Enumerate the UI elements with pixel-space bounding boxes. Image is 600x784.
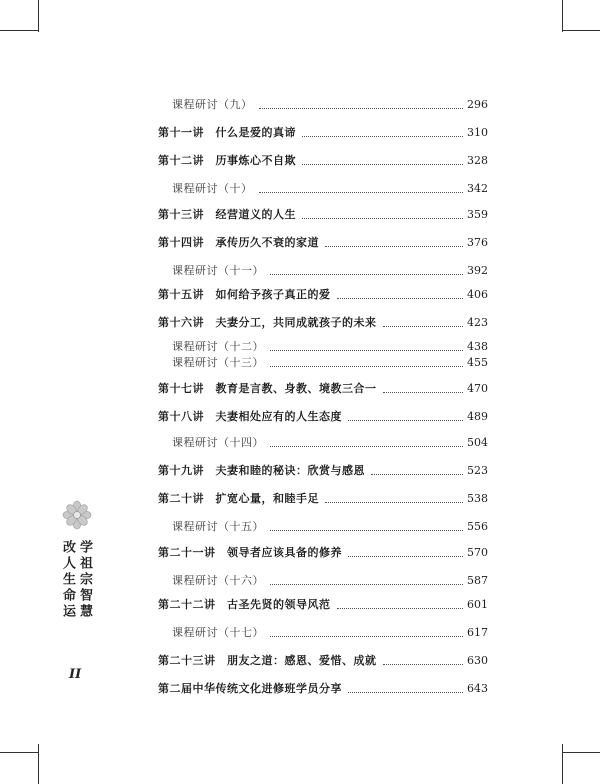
toc-entry-title: 第十五讲 如何给予孩子真正的爱 bbox=[158, 288, 331, 301]
toc-page-number: 359 bbox=[467, 208, 488, 221]
dot-leader bbox=[348, 420, 463, 421]
toc-entry-title: 第十四讲 承传历久不衰的家道 bbox=[158, 236, 319, 249]
dot-leader bbox=[337, 298, 463, 299]
toc-page-number: 556 bbox=[467, 520, 488, 533]
dot-leader bbox=[325, 246, 463, 247]
toc-chapter-entry bbox=[0, 316, 600, 330]
toc-entry-title: 课程研讨（十六） bbox=[172, 574, 264, 587]
dot-leader bbox=[270, 636, 463, 637]
dot-leader bbox=[270, 350, 463, 351]
toc-entry-title: 课程研讨（十一） bbox=[172, 264, 264, 277]
toc-discussion-entry bbox=[0, 436, 600, 450]
toc-entry-title: 课程研讨（十七） bbox=[172, 626, 264, 639]
toc-entry-title: 第二十讲 扩宽心量，和睦手足 bbox=[158, 492, 319, 505]
dot-leader bbox=[270, 366, 463, 367]
toc-page-number: 570 bbox=[467, 546, 488, 559]
toc-chapter-entry bbox=[0, 410, 600, 424]
toc-discussion-entry bbox=[0, 98, 600, 112]
dot-leader bbox=[259, 108, 463, 109]
toc-page-number: 523 bbox=[467, 464, 488, 477]
toc-page-number: 406 bbox=[467, 288, 488, 301]
toc-page-number: 587 bbox=[467, 574, 488, 587]
dot-leader bbox=[383, 664, 463, 665]
toc-entry-title: 第十一讲 什么是爱的真谛 bbox=[158, 126, 296, 139]
dot-leader bbox=[348, 692, 463, 693]
toc-entry-title: 课程研讨（十三） bbox=[172, 356, 264, 369]
toc-page-number: 423 bbox=[467, 316, 488, 329]
dot-leader bbox=[270, 530, 463, 531]
dot-leader bbox=[302, 164, 463, 165]
toc-page-number: 538 bbox=[467, 492, 488, 505]
dot-leader bbox=[270, 584, 463, 585]
dot-leader bbox=[325, 502, 463, 503]
toc-page-number: 630 bbox=[467, 654, 488, 667]
toc-discussion-entry bbox=[0, 626, 600, 640]
toc-page-number: 504 bbox=[467, 436, 488, 449]
toc-entry-title: 第二十二讲 古圣先贤的领导风范 bbox=[158, 598, 331, 611]
dot-leader bbox=[270, 446, 463, 447]
toc-page-number: 376 bbox=[467, 236, 488, 249]
toc-entry-title: 第十二讲 历事炼心不自欺 bbox=[158, 154, 296, 167]
toc-chapter-entry bbox=[0, 154, 600, 168]
toc-entry-title: 第十六讲 夫妻分工，共同成就孩子的未来 bbox=[158, 316, 377, 329]
dot-leader bbox=[337, 608, 463, 609]
toc-entry-title: 第二届中华传统文化进修班学员分享 bbox=[158, 682, 342, 695]
page-folio: II bbox=[69, 667, 82, 682]
toc-entry-title: 第二十一讲 领导者应该具备的修养 bbox=[158, 546, 342, 559]
dot-leader bbox=[371, 474, 463, 475]
toc-page-number: 342 bbox=[467, 182, 488, 195]
toc-discussion-entry bbox=[0, 264, 600, 278]
toc-entry-title: 第十七讲 教育是言教、身教、境教三合一 bbox=[158, 382, 377, 395]
toc-page-number: 392 bbox=[467, 264, 488, 277]
toc-page-number: 643 bbox=[467, 682, 488, 695]
toc-entry-title: 课程研讨（十四） bbox=[172, 436, 264, 449]
dot-leader bbox=[302, 218, 463, 219]
toc-entry-title: 第十八讲 夫妻相处应有的人生态度 bbox=[158, 410, 342, 423]
flower-icon bbox=[62, 500, 92, 530]
toc-chapter-entry bbox=[0, 464, 600, 478]
dot-leader bbox=[270, 274, 463, 275]
toc-page-number: 617 bbox=[467, 626, 488, 639]
toc-chapter-entry bbox=[0, 208, 600, 222]
toc-chapter-entry bbox=[0, 382, 600, 396]
dot-leader bbox=[348, 556, 463, 557]
side-title-right: 改人生命运 bbox=[60, 540, 75, 620]
toc-chapter-entry bbox=[0, 288, 600, 302]
toc-discussion-entry bbox=[0, 182, 600, 196]
toc-page-number: 455 bbox=[467, 356, 488, 369]
toc-page-number: 489 bbox=[467, 410, 488, 423]
toc-discussion-entry bbox=[0, 340, 600, 354]
toc-chapter-entry bbox=[0, 654, 600, 668]
toc-page-number: 328 bbox=[467, 154, 488, 167]
toc-chapter-entry bbox=[0, 236, 600, 250]
toc-entry-title: 课程研讨（十） bbox=[172, 182, 253, 195]
toc-chapter-entry bbox=[0, 126, 600, 140]
toc-page-number: 438 bbox=[467, 340, 488, 353]
toc-entry-title: 课程研讨（九） bbox=[172, 98, 253, 111]
toc-entry-title: 课程研讨（十二） bbox=[172, 340, 264, 353]
toc-page-number: 470 bbox=[467, 382, 488, 395]
toc-entry-title: 第十九讲 夫妻和睦的秘诀：欣赏与感恩 bbox=[158, 464, 365, 477]
toc-entry-title: 课程研讨（十五） bbox=[172, 520, 264, 533]
toc-entry-title: 第十三讲 经营道义的人生 bbox=[158, 208, 296, 221]
dot-leader bbox=[383, 392, 463, 393]
toc-page-number: 310 bbox=[467, 126, 488, 139]
dot-leader bbox=[259, 192, 463, 193]
dot-leader bbox=[302, 136, 463, 137]
toc-page-number: 296 bbox=[467, 98, 488, 111]
toc-chapter-entry bbox=[0, 682, 600, 696]
toc-page-number: 601 bbox=[467, 598, 488, 611]
side-title-left: 学祖宗智慧 bbox=[77, 540, 92, 620]
toc-entry-title: 第二十三讲 朋友之道：感恩、爱惜、成就 bbox=[158, 654, 377, 667]
toc-discussion-entry bbox=[0, 356, 600, 370]
dot-leader bbox=[383, 326, 463, 327]
